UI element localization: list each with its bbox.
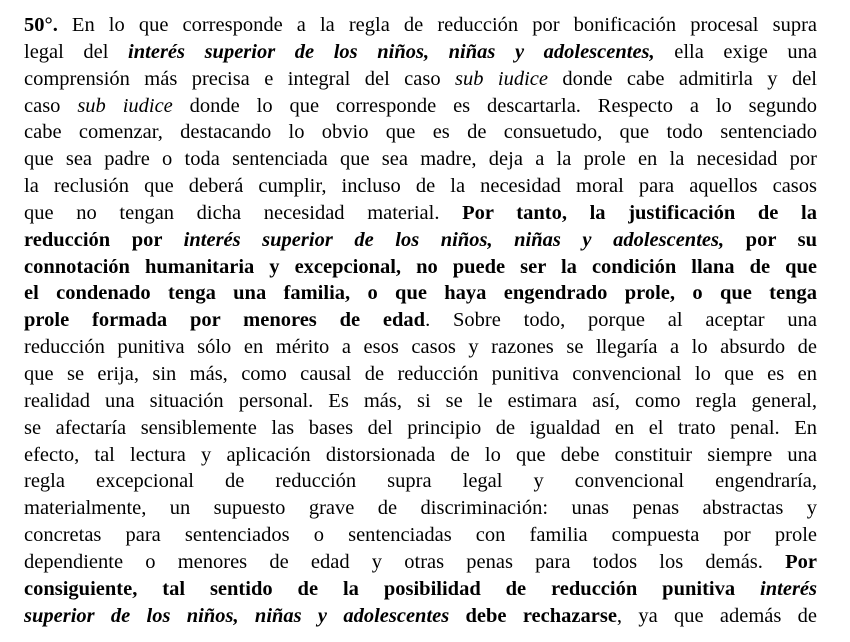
text-line [24, 307, 817, 334]
text-segment: se afectaría sensiblemente las bases del principio de igualdad en el trato penal. En [24, 416, 817, 439]
text-segment: sub iudice [455, 67, 548, 90]
text-line [24, 146, 817, 173]
text-segment: sub iudice [77, 94, 173, 117]
text-segment: debe rechazarse [449, 604, 617, 627]
text-line [24, 415, 817, 442]
text-line [24, 39, 817, 66]
text-segment: que se erija, sin más, como causal de reducción punitiva convencional lo que es en [24, 362, 817, 385]
text-line [24, 495, 817, 522]
text-line [24, 254, 817, 281]
text-line [24, 280, 817, 307]
paragraph-number: 50°. [24, 14, 58, 36]
text-segment: comprensión más precisa e integral del caso [24, 67, 456, 90]
text-line [24, 12, 817, 39]
text-segment: Por [785, 550, 817, 573]
text-line [24, 119, 817, 146]
text-segment: efecto, tal lectura y aplicación distorsionada de lo que debe constituir siempre una [24, 443, 817, 466]
text-segment: connotación humanitaria y excepcional, no puede ser la condición llana de que [24, 255, 817, 278]
text-segment: interés [760, 577, 817, 600]
text-line [24, 93, 817, 120]
document-page [24, 12, 817, 629]
text-segment: dependiente o menores de edad y otras penas para todos los demás. [24, 550, 786, 573]
text-line [24, 334, 817, 361]
text-segment: interés superior de los niños, niñas y adolescentes, [183, 228, 725, 251]
text-segment: interés superior de los niños, niñas y adolescentes, [128, 40, 655, 63]
text-segment: Por tanto, la justificación de la [462, 201, 817, 224]
text-segment: caso [24, 94, 78, 117]
text-line [24, 442, 817, 469]
text-segment: que no tengan dicha necesidad material. [24, 201, 463, 224]
text-line [24, 66, 817, 93]
text-line [24, 227, 817, 254]
text-segment: , ya que además de [616, 604, 817, 627]
text-line [24, 549, 817, 576]
text-segment: concretas para sentenciados o sentenciadas con familia compuesta por prole [24, 524, 817, 547]
text-segment: reducción punitiva sólo en mérito a esos casos y razones se llegaría a lo absurdo de [24, 336, 817, 359]
text-segment: . Sobre todo, porque al aceptar una [425, 309, 817, 332]
text-segment: legal del [24, 40, 129, 63]
text-segment: superior de los niños, niñas y adolescentes [24, 604, 450, 627]
text-segment: donde lo que corresponde es descartarla. Respecto a lo segundo [172, 94, 817, 117]
text-segment: cabe comenzar, destacando lo obvio que es de consuetudo, que todo sentenciado [24, 121, 817, 144]
text-line [24, 200, 817, 227]
text-segment: donde cabe admitirla y del [548, 67, 817, 90]
text-segment: realidad una situación personal. Es más, si se le estimara así, como regla general, [24, 389, 817, 412]
text-segment: prole formada por menores de edad [24, 309, 426, 332]
text-line [24, 522, 817, 549]
text-segment: materialmente, un supuesto grave de discriminación: unas penas abstractas y [24, 497, 817, 520]
text-segment: la reclusión que deberá cumplir, incluso de la necesidad moral para aquellos casos [24, 175, 817, 198]
text-segment: regla excepcional de reducción supra legal y convencional engendraría, [24, 470, 817, 493]
text-line [24, 173, 817, 200]
paragraph-50 [24, 12, 817, 629]
text-segment: el condenado tenga una familia, o que haya engendrado prole, o que tenga [24, 282, 817, 305]
text-segment: que sea padre o toda sentenciada que sea madre, deja a la prole en la necesidad por [24, 148, 817, 171]
text-line [24, 603, 817, 630]
text-line [24, 361, 817, 388]
text-segment: En lo que corresponde a la regla de reducción por bonificación procesal supra [57, 14, 817, 36]
text-segment: por su [724, 228, 817, 251]
text-line [24, 468, 817, 495]
text-line [24, 388, 817, 415]
text-segment: reducción por [24, 228, 184, 251]
text-segment: ella exige una [654, 40, 817, 63]
text-segment: consiguiente, tal sentido de la posibilidad de reducción punitiva [24, 577, 761, 600]
text-line [24, 576, 817, 603]
